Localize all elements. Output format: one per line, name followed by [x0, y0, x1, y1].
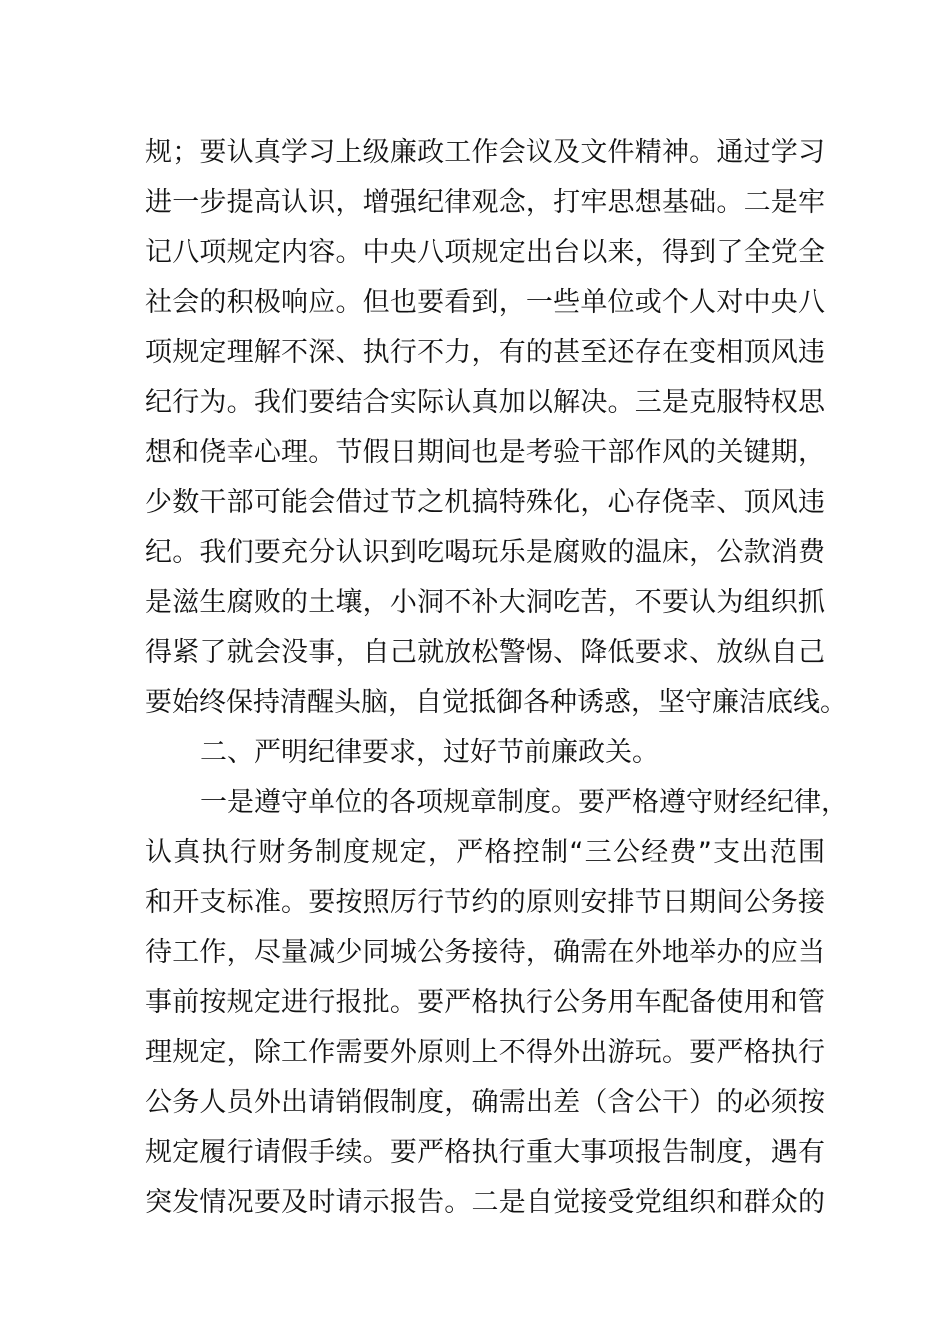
text-line: 得紧了就会没事，自己就放松警惕、降低要求、放纵自己	[145, 637, 825, 668]
text-line: 社会的积极响应。但也要看到，一些单位或个人对中央八	[145, 287, 825, 318]
text-line: 公务人员外出请销假制度，确需出差（含公干）的必须按	[145, 1087, 825, 1118]
text-line: 是滋生腐败的土壤，小洞不补大洞吃苦，不要认为组织抓	[145, 587, 825, 618]
text-line: 要始终保持清醒头脑，自觉抵御各种诱惑，坚守廉洁底线。	[145, 687, 847, 718]
text-line: 认真执行财务制度规定，严格控制“三公经费”支出范围	[145, 837, 825, 868]
text-line: 待工作，尽量减少同城公务接待，确需在外地举办的应当	[145, 937, 825, 968]
text-line: 纪行为。我们要结合实际认真加以解决。三是克服特权思	[145, 387, 825, 418]
section-heading: 二、严明纪律要求，过好节前廉政关。	[200, 737, 659, 768]
text-line: 事前按规定进行报批。要严格执行公务用车配备使用和管	[145, 987, 825, 1018]
text-line: 少数干部可能会借过节之机搞特殊化，心存侥幸、顶风违	[145, 487, 825, 518]
text-line: 想和侥幸心理。节假日期间也是考验干部作风的关键期，	[145, 437, 825, 468]
text-line: 规；要认真学习上级廉政工作会议及文件精神。通过学习	[145, 137, 825, 168]
text-line: 项规定理解不深、执行不力，有的甚至还存在变相顶风违	[145, 337, 825, 368]
document-body	[145, 128, 848, 1228]
text-line: 进一步提高认识，增强纪律观念，打牢思想基础。二是牢	[145, 187, 825, 218]
text-line: 纪。我们要充分认识到吃喝玩乐是腐败的温床，公款消费	[145, 537, 825, 568]
text-line: 记八项规定内容。中央八项规定出台以来，得到了全党全	[145, 237, 825, 268]
text-line: 理规定，除工作需要外原则上不得外出游玩。要严格执行	[145, 1037, 825, 1068]
text-line: 一是遵守单位的各项规章制度。要严格遵守财经纪律，	[200, 787, 848, 818]
text-line: 和开支标准。要按照厉行节约的原则安排节日期间公务接	[145, 887, 825, 918]
text-line: 突发情况要及时请示报告。二是自觉接受党组织和群众的	[145, 1187, 825, 1218]
text-line: 规定履行请假手续。要严格执行重大事项报告制度，遇有	[145, 1137, 825, 1168]
